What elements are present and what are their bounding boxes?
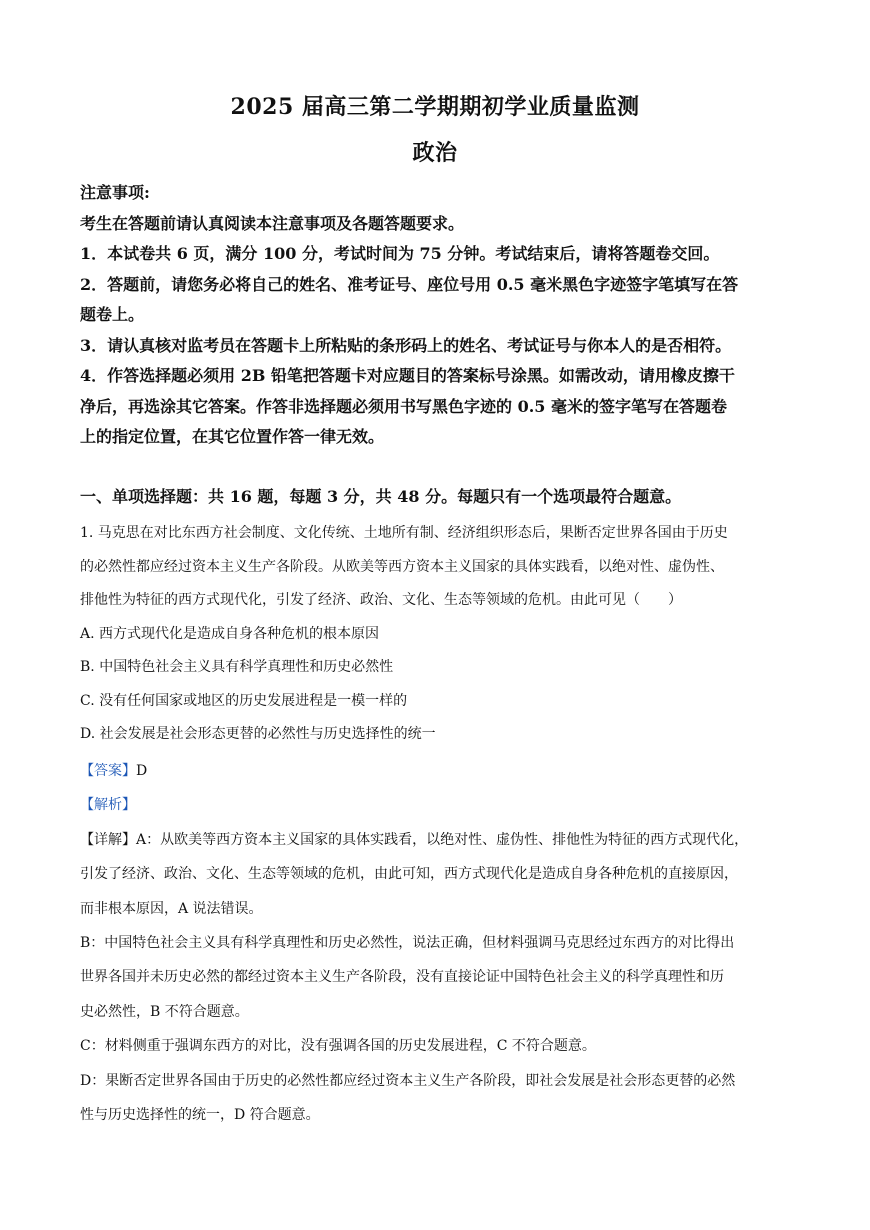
detail-a-line-2: 引发了经济、政治、文化、生态等领域的危机，由此可知，西方式现代化是造成自身各种危机的直接原因， — [80, 866, 738, 883]
notes-item-1: 1．本试卷共 6 页，满分 100 分，考试时间为 75 分钟。考试结束后，请将答题卷交回。 — [80, 244, 720, 263]
detail-tag: 【详解】 — [80, 831, 136, 848]
question-stem-line-1: 1. 马克思在对比东西方社会制度、文化传统、土地所有制、经济组织形态后，果断否定世界各国由于历史 — [80, 525, 728, 541]
detail-a-line-1 — [80, 823, 792, 857]
notes-item-2-line-1: 2．答题前，请您务必将自己的姓名、准考证号、座位号用 0.5 毫米黑色字迹签字笔填写在答 — [80, 274, 739, 294]
detail-a-line-3: 而非根本原因，A 说法错误。 — [80, 900, 263, 917]
detail-b-line-1: B：中国特色社会主义具有科学真理性和历史必然性，说法正确，但材料强调马克思经过东西方的对比得出 — [80, 935, 735, 952]
subject-title: 政治 — [412, 140, 458, 166]
option-a: A. 西方式现代化是造成自身各种危机的根本原因 — [80, 625, 380, 642]
notes-item-4-line-2: 净后，再选涂其它答案。作答非选择题必须用书写黑色字迹的 0.5 毫米的签字笔写在答题卷 — [80, 396, 727, 416]
analysis-line — [80, 788, 792, 822]
answer-line — [80, 754, 792, 788]
answer-analysis — [80, 754, 792, 1132]
question-1 — [80, 517, 792, 752]
notes-item-2-line-2: 题卷上。 — [80, 305, 145, 324]
detail-b-line-2: 世界各国并未历史必然的都经过资本主义生产各阶段，没有直接论证中国特色社会主义的科学真理性和历 — [80, 969, 724, 986]
notes-item-4-line-3: 上的指定位置，在其它位置作答一律无效。 — [80, 427, 385, 446]
analysis-tag: 【解析】 — [80, 797, 136, 814]
exam-title: 2025 届高三第二学期期初学业质量监测 — [230, 94, 640, 120]
detail-a-text-1: A：从欧美等西方资本主义国家的具体实践看，以绝对性、虚伪性、排他性为特征的西方式现代化， — [136, 831, 749, 848]
option-d: D. 社会发展是社会形态更替的必然性与历史选择性的统一 — [80, 726, 436, 742]
answer-value: D — [136, 763, 148, 779]
question-stem-line-2: 的必然性都应经过资本主义生产各阶段。从欧美等西方资本主义国家的具体实践看，以绝对性、虚伪性、 — [80, 558, 724, 575]
notes-item-3: 3．请认真核对监考员在答题卡上所粘贴的条形码上的姓名、考试证号与你本人的是否相符。 — [80, 335, 732, 355]
option-b: B. 中国特色社会主义具有科学真理性和历史必然性 — [80, 659, 394, 675]
notes-section — [80, 178, 792, 453]
detail-d-line-1: D：果断否定世界各国由于历史的必然性都应经过资本主义生产各阶段，即社会发展是社会形态更替的必然 — [80, 1072, 736, 1089]
section-heading: 一、单项选择题：共 16 题，每题 3 分，共 48 分。每题只有一个选项最符合题意。 — [80, 487, 682, 506]
detail-b-line-3: 史必然性，B 不符合题意。 — [80, 1003, 249, 1020]
notes-heading: 注意事项: — [80, 183, 150, 202]
detail-d-line-2: 性与历史选择性的统一，D 符合题意。 — [80, 1107, 320, 1124]
notes-intro: 考生在答题前请认真阅读本注意事项及各题答题要求。 — [80, 213, 465, 233]
answer-tag: 【答案】 — [80, 763, 136, 779]
notes-item-4-line-1: 4．作答选择题必须用 2B 铅笔把答题卡对应题目的答案标号涂黑。如需改动，请用橡皮擦干 — [80, 366, 735, 385]
detail-c-line-1: C：材料侧重于强调东西方的对比，没有强调各国的历史发展进程，C 不符合题意。 — [80, 1038, 596, 1055]
question-stem-line-3: 排他性为特征的西方式现代化，引发了经济、政治、文化、生态等领域的危机。由此可见（ ） — [80, 592, 682, 608]
option-c: C. 没有任何国家或地区的历史发展进程是一模一样的 — [80, 692, 408, 709]
